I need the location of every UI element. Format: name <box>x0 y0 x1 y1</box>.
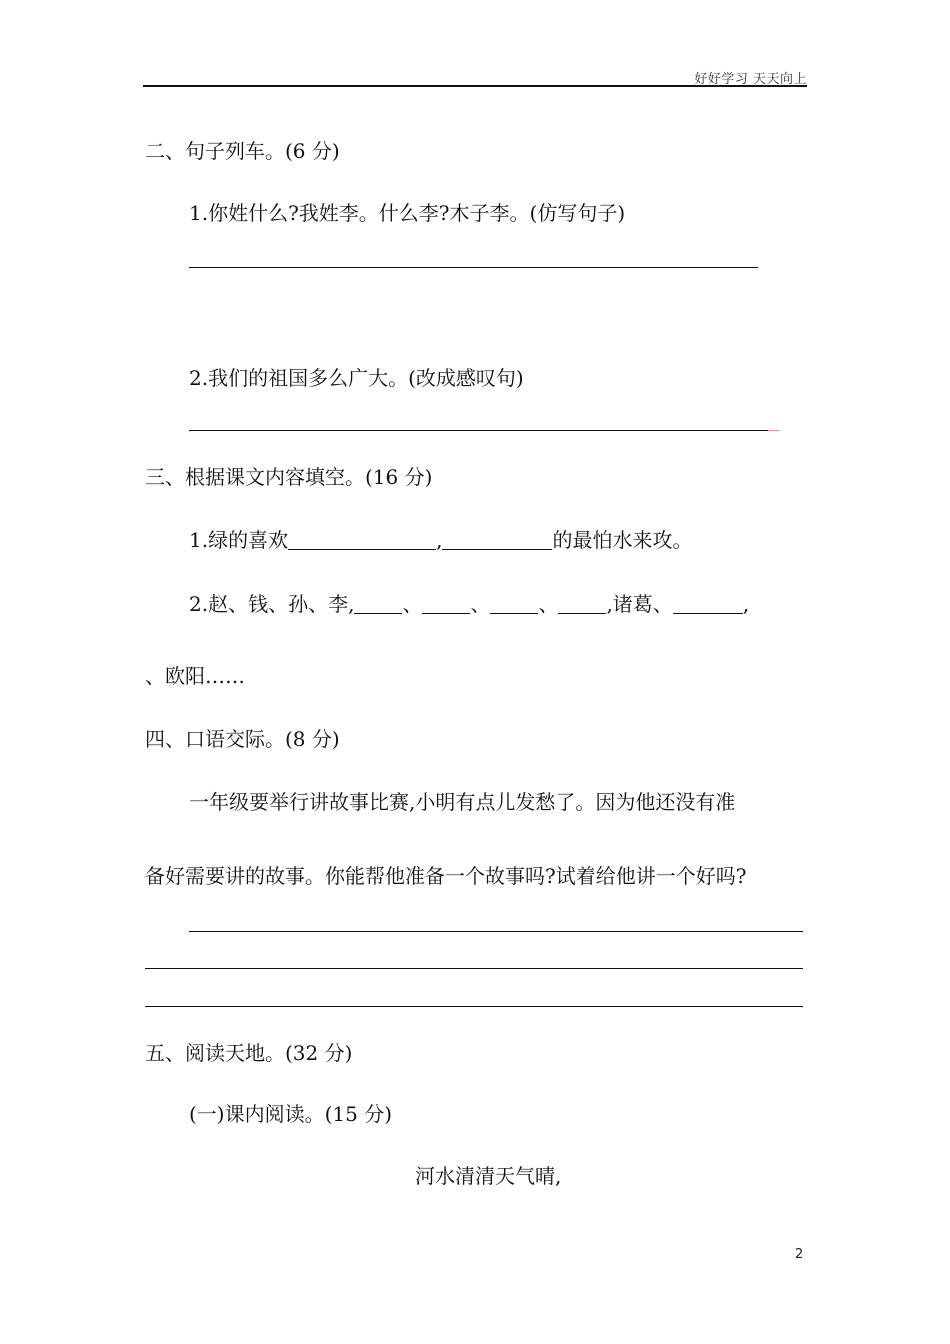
answer-line-2-1[interactable] <box>189 267 758 268</box>
fill-blank-6[interactable] <box>558 593 606 614</box>
section-5-title: 五、阅读天地。(32 分) <box>145 1041 353 1065</box>
q2-end: , <box>742 592 750 616</box>
fill-blank-5[interactable] <box>490 593 538 614</box>
fill-blank-3[interactable] <box>354 593 402 614</box>
q2-sep-3: 、 <box>538 592 559 616</box>
q2-mid: ,诸葛、 <box>606 592 673 616</box>
section-3-question-2 <box>189 591 749 617</box>
fill-blank-1[interactable] <box>288 529 436 550</box>
answer-line-4-2[interactable] <box>145 968 803 969</box>
section-2-question-1: 1.你姓什么?我姓李。什么李?木子李。(仿写句子) <box>189 201 626 225</box>
q2-prefix: 2.赵、钱、孙、李, <box>189 592 355 616</box>
q1-prefix: 1.绿的喜欢 <box>189 528 289 552</box>
section-4-paragraph-line-2: 备好需要讲的故事。你能帮他准备一个故事吗?试着给他讲一个好吗? <box>145 864 747 888</box>
section-3-title: 三、根据课文内容填空。(16 分) <box>145 465 433 489</box>
q1-comma: , <box>436 528 443 552</box>
section-3-question-1 <box>189 527 692 553</box>
q1-suffix: 的最怕水来攻。 <box>552 528 693 552</box>
answer-line-4-3[interactable] <box>145 1006 803 1007</box>
poem-line-1: 河水清清天气晴, <box>415 1164 562 1188</box>
section-4-paragraph-line-1: 一年级要举行讲故事比赛,小明有点儿发愁了。因为他还没有准 <box>189 790 736 814</box>
header-rule <box>143 85 807 87</box>
fill-blank-7[interactable] <box>673 593 743 614</box>
fill-blank-4[interactable] <box>422 593 470 614</box>
answer-line-2-2[interactable] <box>189 430 768 431</box>
answer-line-4-1[interactable] <box>189 931 803 932</box>
page-header: 好好学习 天天向上 <box>694 72 807 87</box>
section-5-subsection-1: (一)课内阅读。(15 分) <box>189 1102 393 1126</box>
page-number: 2 <box>795 1247 804 1262</box>
pink-mark <box>768 430 780 431</box>
section-4-title: 四、口语交际。(8 分) <box>145 727 340 751</box>
q2-sep-2: 、 <box>470 592 491 616</box>
section-2-question-2: 2.我们的祖国多么广大。(改成感叹句) <box>189 366 524 390</box>
q2-sep-1: 、 <box>402 592 423 616</box>
section-3-question-2-continuation: 、欧阳…… <box>145 664 245 688</box>
section-2-title: 二、句子列车。(6 分) <box>145 139 340 163</box>
fill-blank-2[interactable] <box>442 529 552 550</box>
